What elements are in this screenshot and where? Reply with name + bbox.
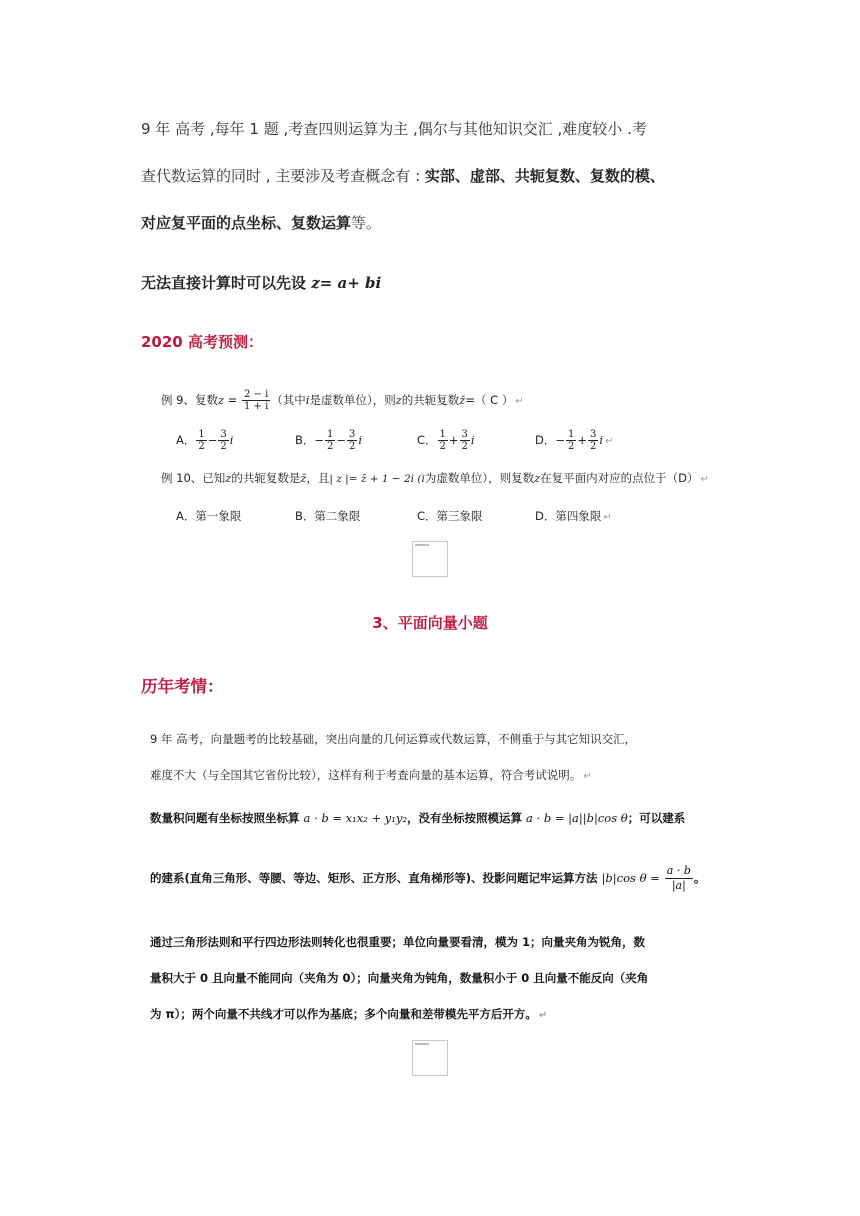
l4-end: 。 <box>693 871 706 885</box>
intro-line-3-plain: 等。 <box>351 214 382 232</box>
projection-formula-left: |b|cos θ = <box>601 871 660 885</box>
ex9-num: 2 − i <box>244 389 269 400</box>
intro-line-3-bold: 对应复平面的点坐标、复数运算 <box>141 214 352 232</box>
dot-product-modulus-formula: a · b = |a||b|cos θ <box>526 811 628 825</box>
vector-line-6: 量积大于 0 且向量不能同向（夹角为 0）；向量夹角为钝角，数量积小于 0 且向量不能反向（夹角 <box>150 971 649 985</box>
ex9-option-b: B．− $\frac{1}{2}$ − $\frac{3}{2}$ i <box>295 429 363 452</box>
ex10-z2: z <box>534 471 541 485</box>
ex9-mid3: 的共轭复数 <box>401 393 460 407</box>
ex10-mid3: 为虚数单位），则复数 <box>424 471 535 485</box>
example-9-options <box>176 425 736 455</box>
embedded-image-placeholder <box>412 541 448 577</box>
vector-line-2: 难度不大（与全国其它省份比较），这样有利于考查向量的基本运算，符合考试说明。 ↵ <box>150 768 592 782</box>
return-mark-icon: ↵ <box>515 396 524 407</box>
intro-line-4-math: z= a+ bi <box>311 274 382 292</box>
projection-fraction <box>665 864 693 893</box>
return-mark-icon: ↵ <box>700 474 709 485</box>
return-mark-icon: ↵ <box>583 771 592 782</box>
ex9-i: i <box>305 393 310 407</box>
ex9-den: 1 + i <box>244 401 269 412</box>
ex9-fraction <box>242 389 270 412</box>
ex10-formula: | z |= z̄ + 1 − 2i (i <box>329 473 425 485</box>
ex10-mid2: ，且 <box>306 471 330 485</box>
l3-text-a: 数量积问题有坐标按照坐标算 <box>150 811 300 825</box>
ex9-mid: （其中 <box>271 393 306 407</box>
ex10-end: 在复平面内对应的点位于（D） <box>540 471 699 485</box>
ex10-option-c: C．第三象限 <box>417 509 483 523</box>
ex9-mid2: 是虚数单位），则 <box>309 393 396 407</box>
ex9-option-d: D．− $\frac{1}{2}$ + $\frac{3}{2}$ i ↵ <box>535 429 614 452</box>
ex9-z: z <box>217 393 225 407</box>
history-heading: 历年考情： <box>141 677 224 696</box>
ex9-eq: = <box>224 393 241 407</box>
intro-line-4-bold: 无法直接计算时可以先设 <box>141 274 312 292</box>
return-mark-icon: ↵ <box>605 436 614 447</box>
ex10-z: z <box>225 471 232 485</box>
embedded-image-placeholder-2 <box>412 1040 448 1076</box>
dot-product-coordinate-formula: a · b = x₁x₂ + y₁y₂ <box>303 811 407 825</box>
vector-section-title: 3、平面向量小题 <box>372 614 488 632</box>
return-mark-icon: ↵ <box>538 1010 548 1021</box>
return-mark-icon: ↵ <box>603 512 612 523</box>
ex9-option-a: A． $\frac{1}{2}$ − $\frac{3}{2}$ i <box>176 429 234 452</box>
vector-line-3 <box>150 810 685 826</box>
ex9-prefix: 例 9、复数 <box>161 393 218 407</box>
ex9-option-c: C． $\frac{1}{2}$ + $\frac{3}{2}$ i <box>417 429 475 452</box>
ex9-zbar: z̄ <box>459 393 466 407</box>
ex10-option-d: D．第四象限 ↵ <box>535 509 612 523</box>
vector-line-5: 通过三角形法则和平行四边形法则转化也很重要；单位向量要看清，模为 1；向量夹角为锐角，数 <box>150 935 646 949</box>
example-9-question <box>161 389 524 412</box>
l3-text-b: ，没有坐标按照模运算 <box>407 811 522 825</box>
vector-line-1: 9 年 高考，向量题考的比较基础，突出向量的几何运算或代数运算，不侧重于与其它知识交汇， <box>150 732 637 746</box>
ex10-zbar: z̄ <box>300 471 307 485</box>
intro-line-2-plain: 查代数运算的同时 , 主要涉及考查概念有 : <box>141 167 425 185</box>
intro-line-2-bold: 实部、虚部、共轭复数、复数的模、 <box>424 167 665 185</box>
intro-line-1: 9 年 高考 ,每年 1 题 ,考查四则运算为主 ,偶尔与其他知识交汇 ,难度较小 .考 <box>141 120 647 138</box>
intro-line-2 <box>141 165 665 186</box>
l3-text-c: ；可以建系 <box>627 811 686 825</box>
ex10-option-a: A．第一象限 <box>176 509 242 523</box>
projection-num: a · b <box>666 864 691 877</box>
l4-text-a: 的建系(直角三角形、等腰、等边、矩形、正方形、直角梯形等)、投影问题记牢运算方法 <box>150 871 598 885</box>
prediction-heading: 2020 高考预测： <box>141 333 263 351</box>
ex9-end: =（ C ） <box>465 393 514 407</box>
intro-line-4 <box>141 272 381 293</box>
projection-den: |a| <box>671 879 686 892</box>
example-10-question <box>161 470 709 486</box>
ex10-option-b: B．第二象限 <box>295 509 361 523</box>
ex10-mid: 的共轭复数是 <box>231 471 301 485</box>
intro-line-3 <box>141 212 381 233</box>
ex10-prefix: 例 10、已知 <box>161 471 226 485</box>
vector-line-4 <box>150 864 705 893</box>
vector-line-7: 为 π）；两个向量不共线才可以作为基底；多个向量和差带模先平方后开方。 ↵ <box>150 1007 548 1021</box>
ex9-z2: z <box>395 393 402 407</box>
